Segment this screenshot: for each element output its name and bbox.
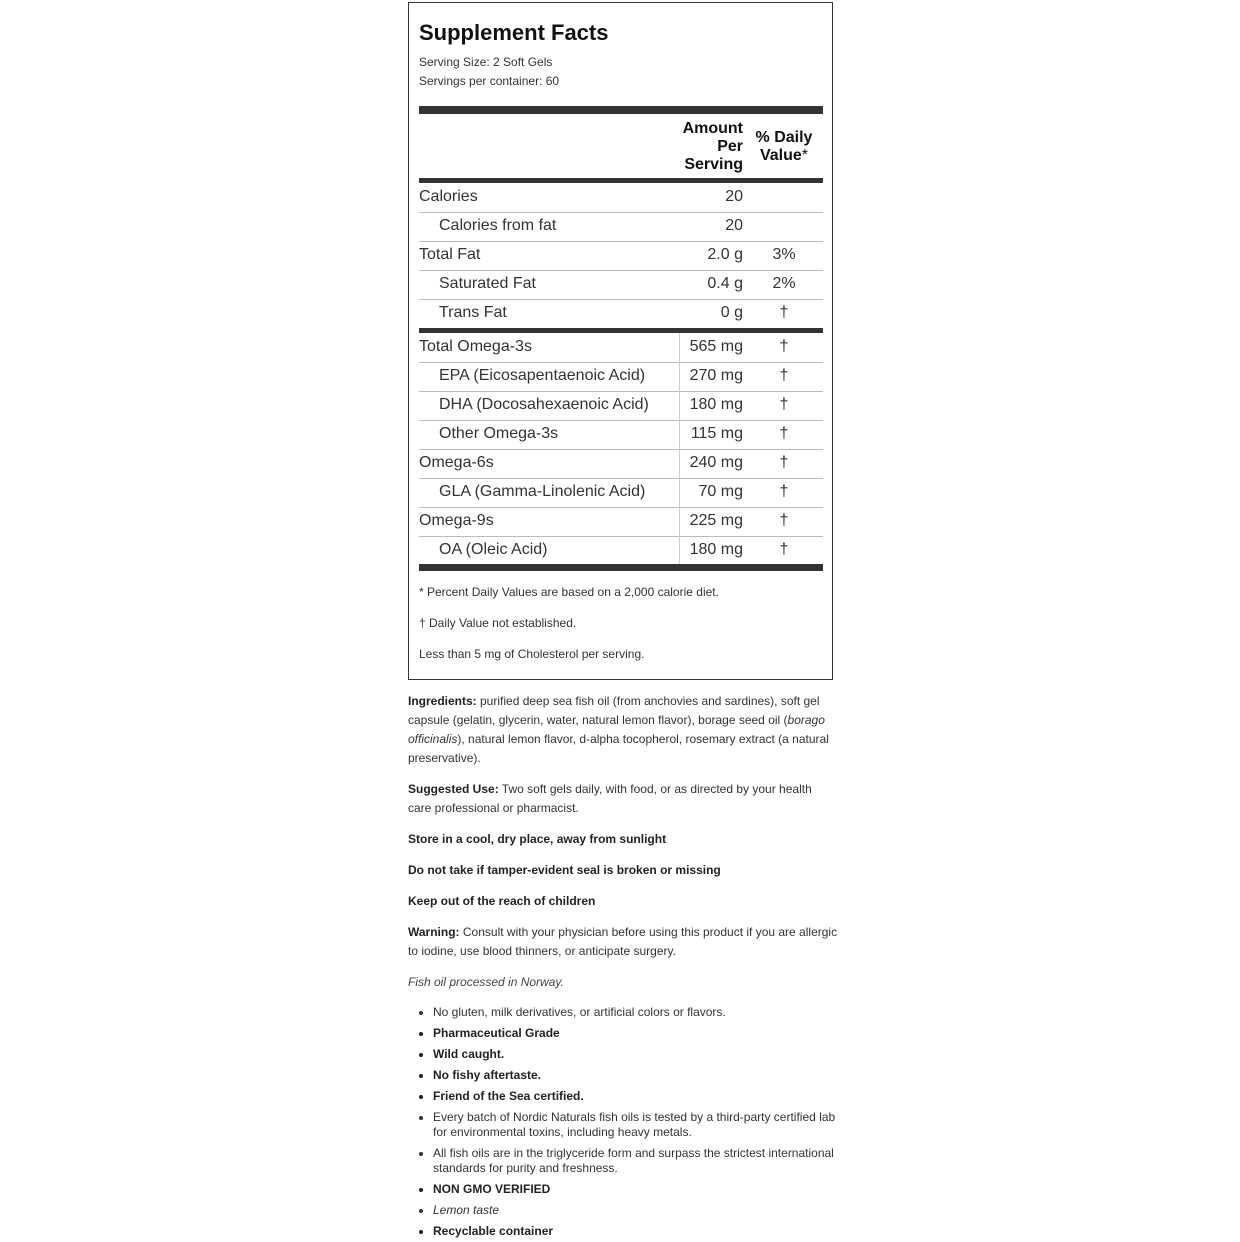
nutrient-row-omega-6s: Omega-6s 240 mg † xyxy=(419,449,823,478)
nutrient-row-total-fat: Total Fat 2.0 g 3% xyxy=(419,246,796,263)
storage-notice: Store in a cool, dry place, away from sunlight xyxy=(408,832,667,846)
amount-per-serving-header: Amount Per Serving xyxy=(682,120,743,173)
panel-title: Supplement Facts xyxy=(419,20,609,45)
footnote-dagger: † Daily Value not established. xyxy=(419,616,577,630)
bottom-thick-rule xyxy=(419,564,823,571)
nutrient-row-dha: DHA (Docosahexaenoic Acid) 180 mg † xyxy=(419,391,823,420)
nutrient-row-gla: GLA (Gamma-Linolenic Acid) 70 mg † xyxy=(419,478,823,507)
nutrient-row-oleic-acid: OA (Oleic Acid) 180 mg † xyxy=(419,536,823,565)
footnote-percent-dv: * Percent Daily Values are based on a 2,000 calorie diet. xyxy=(419,585,719,599)
list-item: • NON GMO VERIFIED xyxy=(433,1179,838,1200)
nutrient-row-calories-from-fat: Calories from fat 20 xyxy=(439,217,743,234)
list-item: • No gluten, milk derivatives, or artificial colors or flavors. xyxy=(433,1002,838,1023)
list-item: • Friend of the Sea certified. xyxy=(433,1086,838,1107)
feature-list xyxy=(408,1002,838,1242)
nutrient-row-saturated-fat: Saturated Fat 0.4 g 2% xyxy=(439,275,796,292)
nutrient-row-total-omega-3s: Total Omega-3s 565 mg † xyxy=(419,333,823,362)
servings-per-container: Servings per container: 60 xyxy=(419,74,560,88)
list-item: • Every batch of Nordic Naturals fish oils is tested by a third-party certified lab for environmental toxins, including heavy metals. xyxy=(433,1107,838,1143)
list-item: • Wild caught. xyxy=(433,1044,838,1065)
list-item: • Recyclable container xyxy=(433,1221,838,1242)
nutrient-row-epa: EPA (Eicosapentaenoic Acid) 270 mg † xyxy=(419,362,823,391)
serving-size: Serving Size: 2 Soft Gels xyxy=(419,55,553,69)
supplement-facts-panel xyxy=(408,2,833,680)
top-thick-rule xyxy=(419,106,823,114)
children-notice: Keep out of the reach of children xyxy=(408,894,596,908)
nutrient-row-omega-9s: Omega-9s 225 mg † xyxy=(419,507,823,536)
list-item: • Pharmaceutical Grade xyxy=(433,1023,838,1044)
list-item: • All fish oils are in the triglyceride form and surpass the strictest international standards for purity and freshness. xyxy=(433,1143,838,1179)
ingredients-paragraph: Ingredients: purified deep sea fish oil (from anchovies and sardines), soft gel capsule (gelatin, glycerin, water, natural lemon flavor), borage seed oil (borago officinalis), natural lemon flavor, d-alpha tocopherol, rosemary extract (a natural preservative). xyxy=(408,694,829,765)
nutrient-row-trans-fat: Trans Fat 0 g † xyxy=(439,304,789,321)
warning-paragraph: Warning: Consult with your physician before using this product if you are allergic to iodine, use blood thinners, or anticipate surgery. xyxy=(408,925,838,958)
daily-value-header: % Daily Value* xyxy=(755,129,813,164)
list-item: • Lemon taste xyxy=(433,1200,838,1221)
footnote-cholesterol: Less than 5 mg of Cholesterol per serving. xyxy=(419,647,645,661)
list-item: • No fishy aftertaste. xyxy=(433,1065,838,1086)
nutrient-row-calories: Calories 20 xyxy=(419,188,743,205)
origin-note: Fish oil processed in Norway. xyxy=(408,975,564,989)
nutrient-row-other-omega-3s: Other Omega-3s 115 mg † xyxy=(419,420,823,449)
suggested-use-paragraph: Suggested Use: Two soft gels daily, with food, or as directed by your health care professional or pharmacist. xyxy=(408,782,812,815)
tamper-notice: Do not take if tamper-evident seal is broken or missing xyxy=(408,863,721,877)
